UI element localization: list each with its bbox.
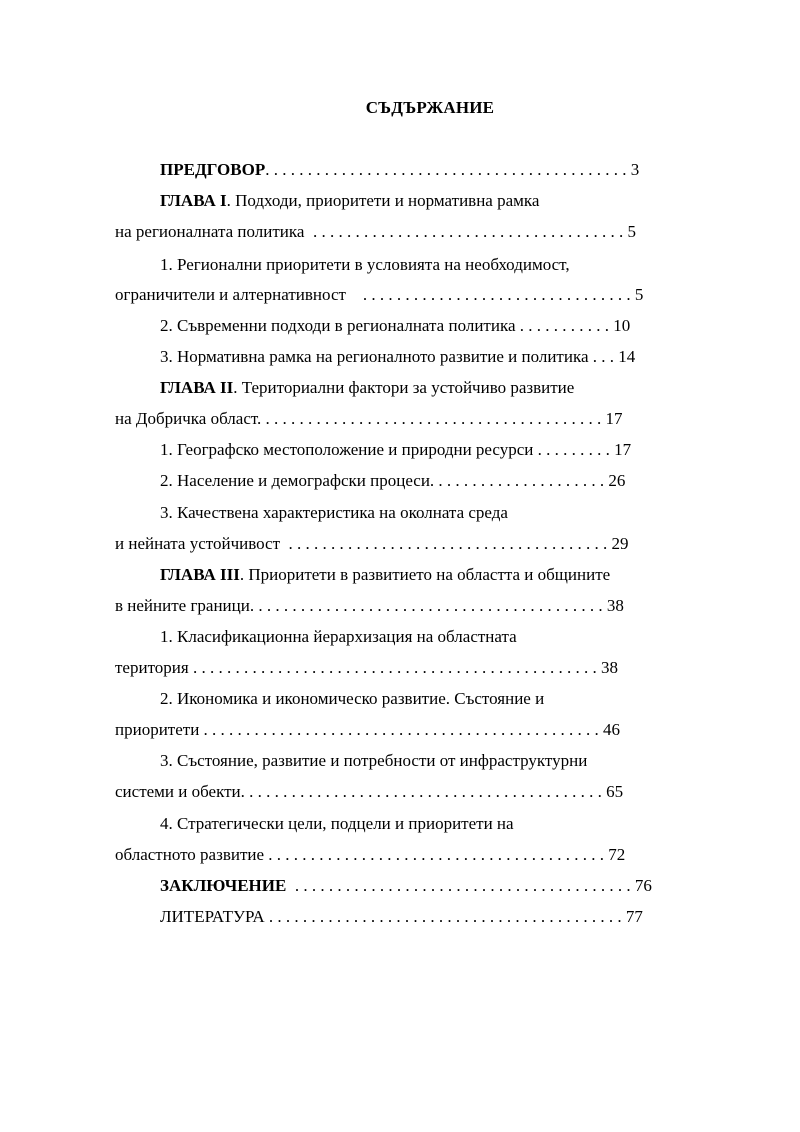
toc-entry-bold: ПРЕДГОВОР [160,160,266,179]
toc-entry-text: областното развитие . . . . . . . . . . . . . . . . . . . . . . . . . . . . . . . . . . . . . . . . 72 [115,845,626,864]
toc-entry-3-1-cont[interactable] [115,658,618,678]
toc-entry-text: на Добричка област. . . . . . . . . . . . . . . . . . . . . . . . . . . . . . . . . . . . . . . . . 17 [115,409,623,428]
toc-entry-1-3[interactable] [160,347,635,367]
toc-entry-text: . Приоритети в развитието на областта и общините [239,565,611,584]
toc-entry-literature[interactable] [160,907,643,927]
toc-entry-text: 1. Класификационна йерархизация на областната [160,627,517,646]
toc-entry-conclusion[interactable] [160,876,652,896]
toc-entry-text: 3. Нормативна рамка на регионалното развитие и политика . . . 14 [160,347,636,366]
toc-entry-1-1[interactable] [160,255,570,275]
toc-entry-text: и нейната устойчивост . . . . . . . . . . . . . . . . . . . . . . . . . . . . . . . . . . . . . . 29 [115,534,629,553]
toc-entry-text: 4. Стратегически цели, подцели и приоритети на [160,814,514,833]
toc-entry-chapter-1-cont[interactable] [115,222,636,242]
toc-entry-chapter-2-cont[interactable] [115,409,623,429]
toc-entry-text: 1. Географско местоположение и природни ресурси . . . . . . . . . 17 [160,440,632,459]
toc-entry-text: на регионалната политика . . . . . . . . . . . . . . . . . . . . . . . . . . . . . . . . . . . . . 5 [115,222,636,241]
toc-entry-text: системи и обекти. . . . . . . . . . . . . . . . . . . . . . . . . . . . . . . . . . . . . . . . . . . 65 [115,782,624,801]
toc-entry-bold: ГЛАВА І [160,191,227,210]
toc-entry-chapter-2[interactable] [160,378,574,398]
toc-entry-chapter-1[interactable] [160,191,539,211]
toc-entry-text: . . . . . . . . . . . . . . . . . . . . . . . . . . . . . . . . . . . . . . . . 76 [286,876,652,895]
toc-entry-1-2[interactable] [160,316,630,336]
toc-entry-2-1[interactable] [160,440,631,460]
toc-entry-text: 3. Качествена характеристика на околната среда [160,503,508,522]
toc-entry-3-1[interactable] [160,627,517,647]
toc-entry-bold: ГЛАВА ІІ [160,378,234,397]
toc-entry-text: . . . . . . . . . . . . . . . . . . . . . . . . . . . . . . . . . . . . . . . . . . . 3 [265,160,640,179]
toc-entry-text: 2. Население и демографски процеси. . . . . . . . . . . . . . . . . . . . . 26 [160,471,626,490]
toc-entry-text: в нейните граници. . . . . . . . . . . . . . . . . . . . . . . . . . . . . . . . . . . . . . . . . . 38 [115,596,624,615]
toc-entry-3-3[interactable] [160,751,587,771]
toc-entry-bold: ГЛАВА ІІІ [160,565,240,584]
toc-entry-text: 1. Регионални приоритети в условията на необходимост, [160,255,570,274]
toc-entry-3-3-cont[interactable] [115,782,623,802]
toc-entry-3-4[interactable] [160,814,514,834]
toc-entry-text: 2. Съвременни подходи в регионалната политика . . . . . . . . . . . 10 [160,316,631,335]
toc-entry-chapter-3[interactable] [160,565,610,585]
toc-entry-text: територия . . . . . . . . . . . . . . . . . . . . . . . . . . . . . . . . . . . . . . . . . . . . . . . . 38 [115,658,618,677]
toc-entry-bold: ЗАКЛЮЧЕНИЕ [160,876,287,895]
toc-entry-1-1-cont[interactable] [115,285,643,305]
toc-entry-chapter-3-cont[interactable] [115,596,624,616]
toc-entry-text: приоритети . . . . . . . . . . . . . . . . . . . . . . . . . . . . . . . . . . . . . . . . . . . . . . . 46 [115,720,621,739]
toc-entry-2-2[interactable] [160,471,625,491]
toc-entry-text: ЛИТЕРАТУРА . . . . . . . . . . . . . . . . . . . . . . . . . . . . . . . . . . . . . . . . . . 77 [160,907,643,926]
toc-entry-text: ограничители и алтернативност . . . . . . . . . . . . . . . . . . . . . . . . . . . . . . . . 5 [115,285,644,304]
toc-entry-text: 3. Състояние, развитие и потребности от инфраструктурни [160,751,588,770]
toc-entry-3-2[interactable] [160,689,544,709]
toc-entry-text: . Подходи, приоритети и нормативна рамка [226,191,540,210]
toc-entry-text: 2. Икономика и икономическо развитие. Състояние и [160,689,545,708]
toc-entry-2-3[interactable] [160,503,508,523]
toc-entry-text: . Териториални фактори за устойчиво развитие [233,378,575,397]
toc-entry-3-2-cont[interactable] [115,720,620,740]
toc-entry-2-3-cont[interactable] [115,534,629,554]
page-title: СЪДЪРЖАНИЕ [365,98,495,117]
toc-entry-preface[interactable] [160,160,639,180]
toc-entry-3-4-cont[interactable] [115,845,625,865]
